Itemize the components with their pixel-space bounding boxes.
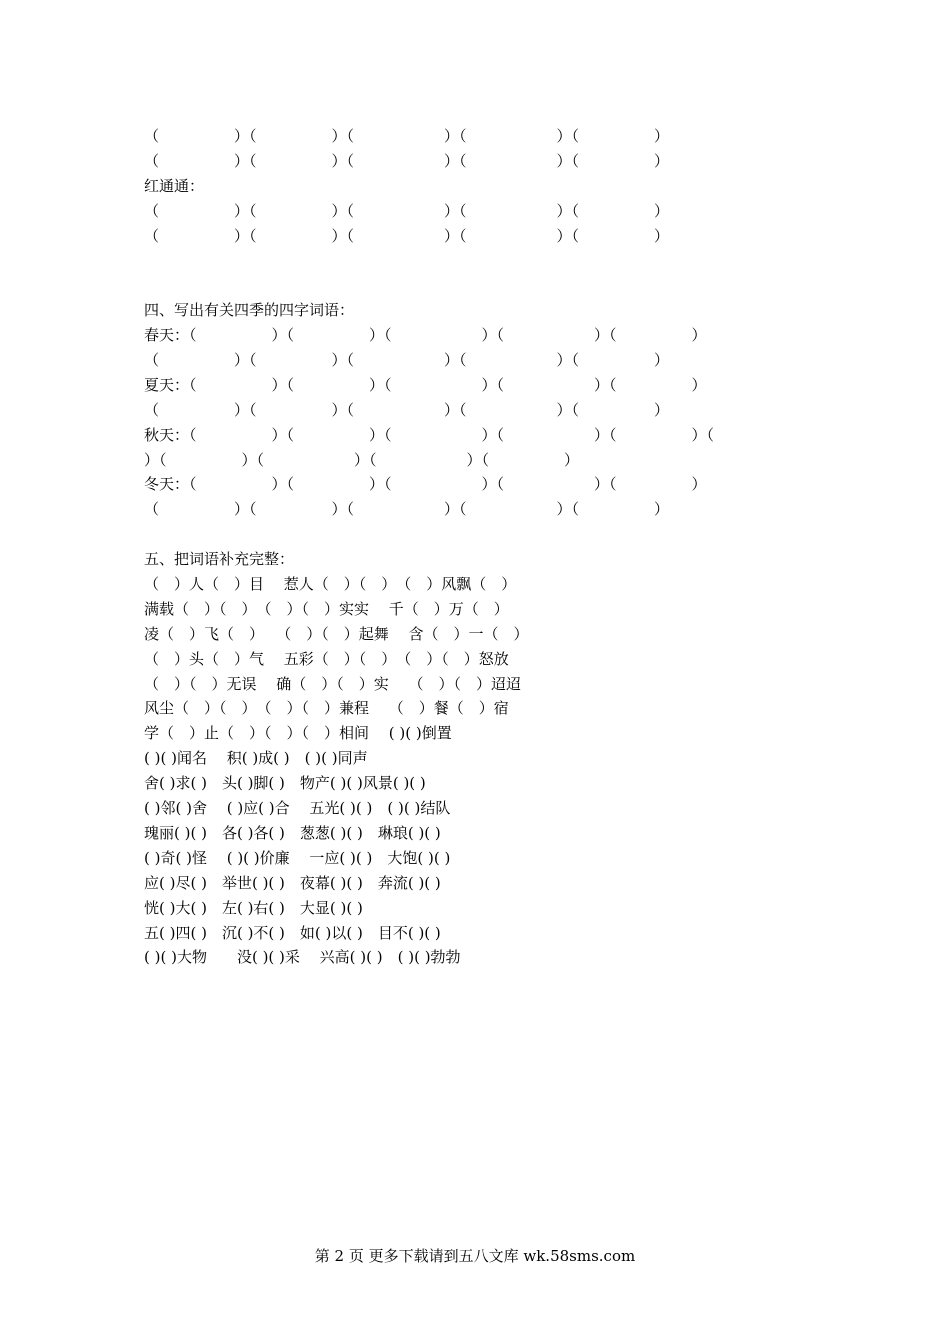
worksheet-line: （ ）（ ）（ ）（ ）（ ） — [144, 500, 670, 519]
worksheet-line: 应( )尽( ) 举世( )( ) 夜幕( )( ) 奔流( )( ) — [144, 873, 441, 892]
blank-line — [144, 248, 784, 273]
worksheet-line: ( )奇( )怪 ( )( )价廉 一应( )( ) 大饱( )( ) — [144, 848, 451, 867]
worksheet-content — [144, 124, 784, 970]
worksheet-line: （ ）（ ）（ ）（ ）（ ） — [144, 400, 670, 419]
worksheet-line: 夏天：（ ）（ ）（ ）（ ）（ ） — [144, 375, 707, 394]
worksheet-line: （ ）（ ）（ ）（ ）（ ） — [144, 127, 670, 145]
worksheet-line: ( )( )大物 没( )( )采 兴高( )( ) ( )( )勃勃 — [144, 948, 461, 967]
worksheet-line: ( )( )闻名 积( )成( ) ( )( )同声 — [144, 749, 368, 768]
worksheet-line: 红通通： — [144, 176, 205, 195]
worksheet-line: （ ）（ ）（ ）（ ）（ ） — [144, 351, 670, 370]
worksheet-line: 恍( )大( ) 左( )右( ) 大显( )( ) — [144, 898, 363, 917]
worksheet-line: （ ）（ ）（ ）（ ）（ ） — [144, 151, 670, 170]
worksheet-line: （ ）（ ）（ ）（ ）（ ） — [144, 226, 670, 245]
worksheet-line: 秋天：（ ）（ ）（ ）（ ）（ ）（ — [144, 425, 715, 444]
worksheet-line: （ ）（ ）（ ）（ ）（ ） — [144, 201, 670, 220]
worksheet-line: （ ）（ ）无误 确（ ）（ ）实 （ ）（ ）迢迢 — [144, 674, 522, 693]
worksheet-line: 凌（ ）飞（ ） （ ）（ ）起舞 含（ ）一（ ） — [144, 624, 529, 643]
page-footer: 第 2 页 更多下载请到五八文库 wk.58sms.com — [314, 1247, 636, 1265]
worksheet-line: ）（ ）（ ）（ ）（ ） — [144, 450, 580, 469]
worksheet-line: （ ）头（ ）气 五彩（ ）（ ） （ ）（ ）怒放 — [144, 649, 509, 668]
worksheet-line: 满载（ ）（ ） （ ）（ ）实实 千（ ）万（ ） — [144, 599, 509, 618]
worksheet-line: 四、写出有关四季的四字词语： — [144, 301, 355, 320]
worksheet-line: 春天：（ ）（ ）（ ）（ ）（ ） — [144, 326, 707, 345]
worksheet-line: 风尘（ ）（ ） （ ）（ ）兼程 （ ）餐（ ）宿 — [144, 699, 509, 718]
blank-line — [144, 273, 784, 298]
worksheet-line: 五、把词语补充完整： — [144, 550, 295, 569]
worksheet-line: （ ）人（ ）目 惹人（ ）（ ） （ ）风飘（ ） — [144, 575, 517, 594]
worksheet-line: 五( )四( ) 沉( )不( ) 如( )以( ) 目不( )( ) — [144, 923, 441, 942]
worksheet-line: 瑰丽( )( ) 各( )各( ) 葱葱( )( ) 琳琅( )( ) — [144, 823, 441, 842]
worksheet-line: 冬天：（ ）（ ）（ ）（ ）（ ） — [144, 475, 707, 494]
worksheet-line: 学（ ）止（ ）（ ）（ ）相间 ( )( )倒置 — [144, 724, 452, 743]
worksheet-line: 舍( )求( ) 头( )脚( ) 物产( )( )风景( )( ) — [144, 774, 426, 793]
worksheet-line: ( )邻( )舍 ( )应( )合 五光( )( ) ( )( )结队 — [144, 799, 451, 818]
blank-line — [144, 522, 784, 547]
